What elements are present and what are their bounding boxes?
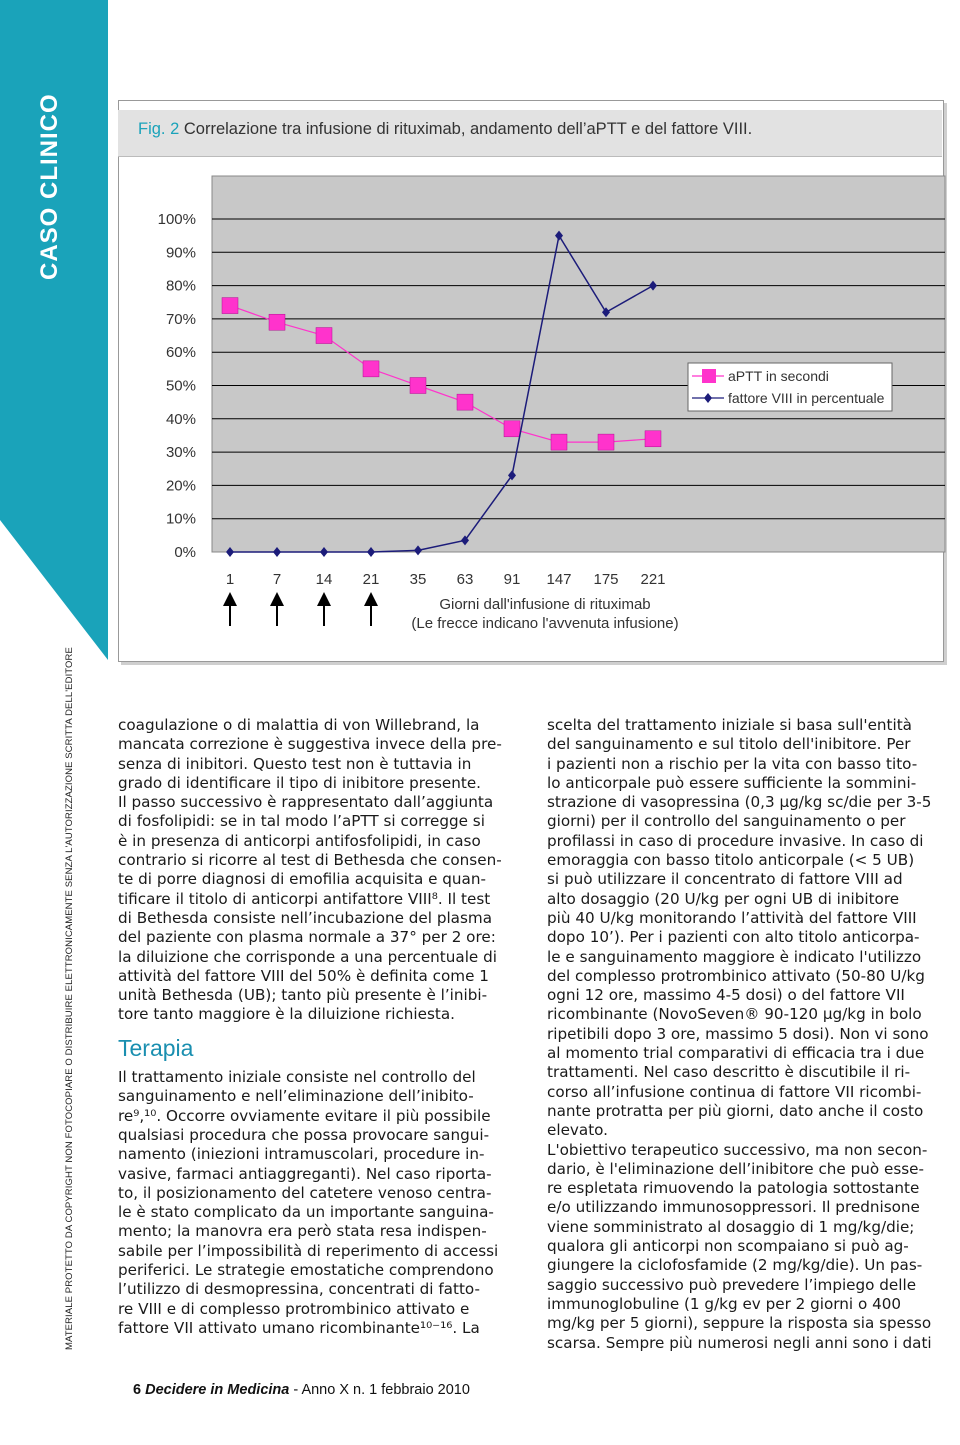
legend-marker <box>702 369 716 383</box>
journal-name: Decidere in Medicina <box>145 1382 290 1398</box>
chart-legend <box>688 363 892 411</box>
data-point-aptt <box>410 378 426 394</box>
data-point-aptt <box>269 314 285 330</box>
x-tick-label: 63 <box>456 571 474 588</box>
y-tick-label: 40% <box>165 410 196 428</box>
right-paragraph-1: scelta del trattamento iniziale si basa sull'entità del sanguinamento e sul titolo dell'inibitore. Per i pazienti non a rischio per la vita con basso tito- lo anticorpale può essere sufficiente la sommini- strazione di vasopressina (0,3 µg/kg sc/die per 3-5 giorni) per il controllo del sanguinamento o per profilassi in caso di procedure invasive. In caso di emoraggia con basso titolo anticorpale (< 5 UB) si può utilizzare il concentrato di fattore VIII ad alto dosaggio (20 U/kg per ogni UB di inibitore più 40 U/kg monitorando l’attività del fattore VIII dopo 10’). Per i pazienti con alto titolo anticorpa- le e sanguinamento maggiore è indicato l'utilizzo del complesso protrombinico attivato (50-80 U/kg ogni 12 ore, massimo 4-5 dosi) o del fattore VII ricombinante (NovoSeven® 90-120 µg/kg in bolo ripetibili dopo 3 ore, massimo 5 dosi). Non vi sono al momento trial comparativi di efficacia tra i due trattamenti. Nel caso descritto è discutibile il ri- corso all’infusione continua di fattore VII ricombi- nante protratta per più giorni, dato anche il costo elevato. <box>547 716 932 1140</box>
x-tick-label: 35 <box>409 571 427 588</box>
y-tick-label: 100% <box>157 211 196 228</box>
section-heading-terapia: Terapia <box>118 1034 194 1061</box>
right-column <box>547 716 945 1353</box>
data-point-aptt <box>316 328 332 344</box>
legend-label: fattore VIII in percentuale <box>728 390 885 406</box>
line-chart <box>0 0 960 670</box>
infusion-arrow-head <box>364 592 378 606</box>
x-tick-label: 175 <box>593 571 619 588</box>
y-tick-label: 50% <box>165 377 196 395</box>
x-tick-label: 14 <box>315 571 333 588</box>
data-point-aptt <box>222 298 238 314</box>
x-axis-label: Giorni dall'infusione di rituximab <box>439 596 651 613</box>
y-tick-label: 10% <box>165 510 196 528</box>
infusion-arrow-head <box>270 592 284 606</box>
data-point-aptt <box>645 431 661 447</box>
data-point-aptt <box>457 394 473 410</box>
x-tick-label: 147 <box>546 571 572 588</box>
x-axis-label-note: (Le frecce indicano l'avvenuta infusione) <box>411 615 679 632</box>
issue-info: - Anno X n. 1 febbraio 2010 <box>289 1382 470 1398</box>
left-paragraph-1: coagulazione o di malattia di von Willebrand, la mancata correzione è suggestiva invece della pre- senza di inibitori. Questo test non è tuttavia in grado di identificare il tipo di inibitore presente. Il passo successivo è rappresentato dall’aggiunta di fosfolipidi: se in tal modo l’aPTT si corregge si è in presenza di anticorpi antifosfolipidi, in caso contrario si ricorre al test di Bethesda che consen- te di porre diagnosi di emofilia acquisita e quan- tificare il titolo di anticorpi antifattore VIII⁸. Il test di Bethesda consiste nell’incubazione del plasma del paziente con plasma normale a 37° per 2 ore: la diluizione che corrisponde a una percentuale di attività del fattore VIII del 50% è definita come 1 unità Bethesda (UB); tanto più presente è l’inibi- tore tanto maggiore è la diluizione richiesta. <box>118 716 502 1024</box>
y-tick-label: 70% <box>165 310 196 328</box>
y-tick-label: 20% <box>165 477 196 495</box>
figure-number: Fig. 2 <box>138 120 180 138</box>
legend-label: aPTT in secondi <box>728 368 829 384</box>
left-column <box>118 716 516 1338</box>
y-tick-label: 80% <box>165 277 196 295</box>
y-tick-label: 90% <box>165 244 196 262</box>
page-footer <box>133 1382 470 1398</box>
infusion-arrow-head <box>223 592 237 606</box>
right-paragraph-2: L'obiettivo terapeutico successivo, ma non secon- dario, è l'eliminazione dell’inibitore che può esse- re espletata rimuovendo la patologia sottostante e/o utilizzando immunosoppressori. Il prednisone viene somministrato al dosaggio di 1 mg/kg/die; qualora gli anticorpi non scompaiano si può ag- giungere la ciclofosfamide (2 mg/kg/die). Un pas- saggio successivo può prevedere l’impiego delle immunoglobuline (1 g/kg ev per 2 giorni o 400 mg/kg per 5 giorni), seppure la risposta sia spesso scarsa. Sempre più numerosi negli anni sono i dati <box>547 1140 932 1352</box>
x-tick-label: 21 <box>362 571 380 588</box>
copyright-notice: MATERIALE PROTETTO DA COPYRIGHT NON FOTOCOPIARE O DISTRIBUIRE ELETTRONICAMENTE SENZA L'AUTORIZZAZIONE SCRITTA DELL'EDITORE <box>64 647 75 1350</box>
x-tick-label: 221 <box>640 571 666 588</box>
x-tick-label: 1 <box>225 571 235 588</box>
section-label: CASO CLINICO <box>36 93 63 280</box>
data-point-aptt <box>363 361 379 377</box>
x-tick-label: 7 <box>272 571 282 588</box>
page-number: 6 <box>133 1382 142 1398</box>
left-paragraph-2: Il trattamento iniziale consiste nel controllo del sanguinamento e nell’eliminazione dell’inibito- re⁹,¹⁰. Occorre ovviamente evitare il più possibile qualsiasi procedura che possa provocare sangui- namento (iniezioni intramuscolari, procedure in- vasive, farmaci antiaggreganti). Nel caso riporta- to, il posizionamento del catetere venoso centra- le è stato complicato da un importante sanguina- mento; la manovra era però stata resa indispen- sabile per l’impossibilità di reperimento di accessi periferici. Le strategie emostatiche comprendono l’utilizzo di desmopressina, concentrati di fatto- re VIII e di complesso protrombinico attivato e fattore VII attivato umano ricombinante¹⁰⁻¹⁶. La <box>118 1068 499 1337</box>
x-tick-label: 91 <box>503 571 521 588</box>
data-point-aptt <box>551 434 567 450</box>
figure-caption-text: Correlazione tra infusione di rituximab, andamento dell’aPTT e del fattore VIII. <box>183 120 753 138</box>
y-tick-label: 30% <box>165 444 196 462</box>
y-tick-label: 60% <box>165 344 196 362</box>
y-tick-label: 0% <box>174 544 196 561</box>
data-point-aptt <box>598 434 614 450</box>
data-point-aptt <box>504 421 520 437</box>
infusion-arrow-head <box>317 592 331 606</box>
